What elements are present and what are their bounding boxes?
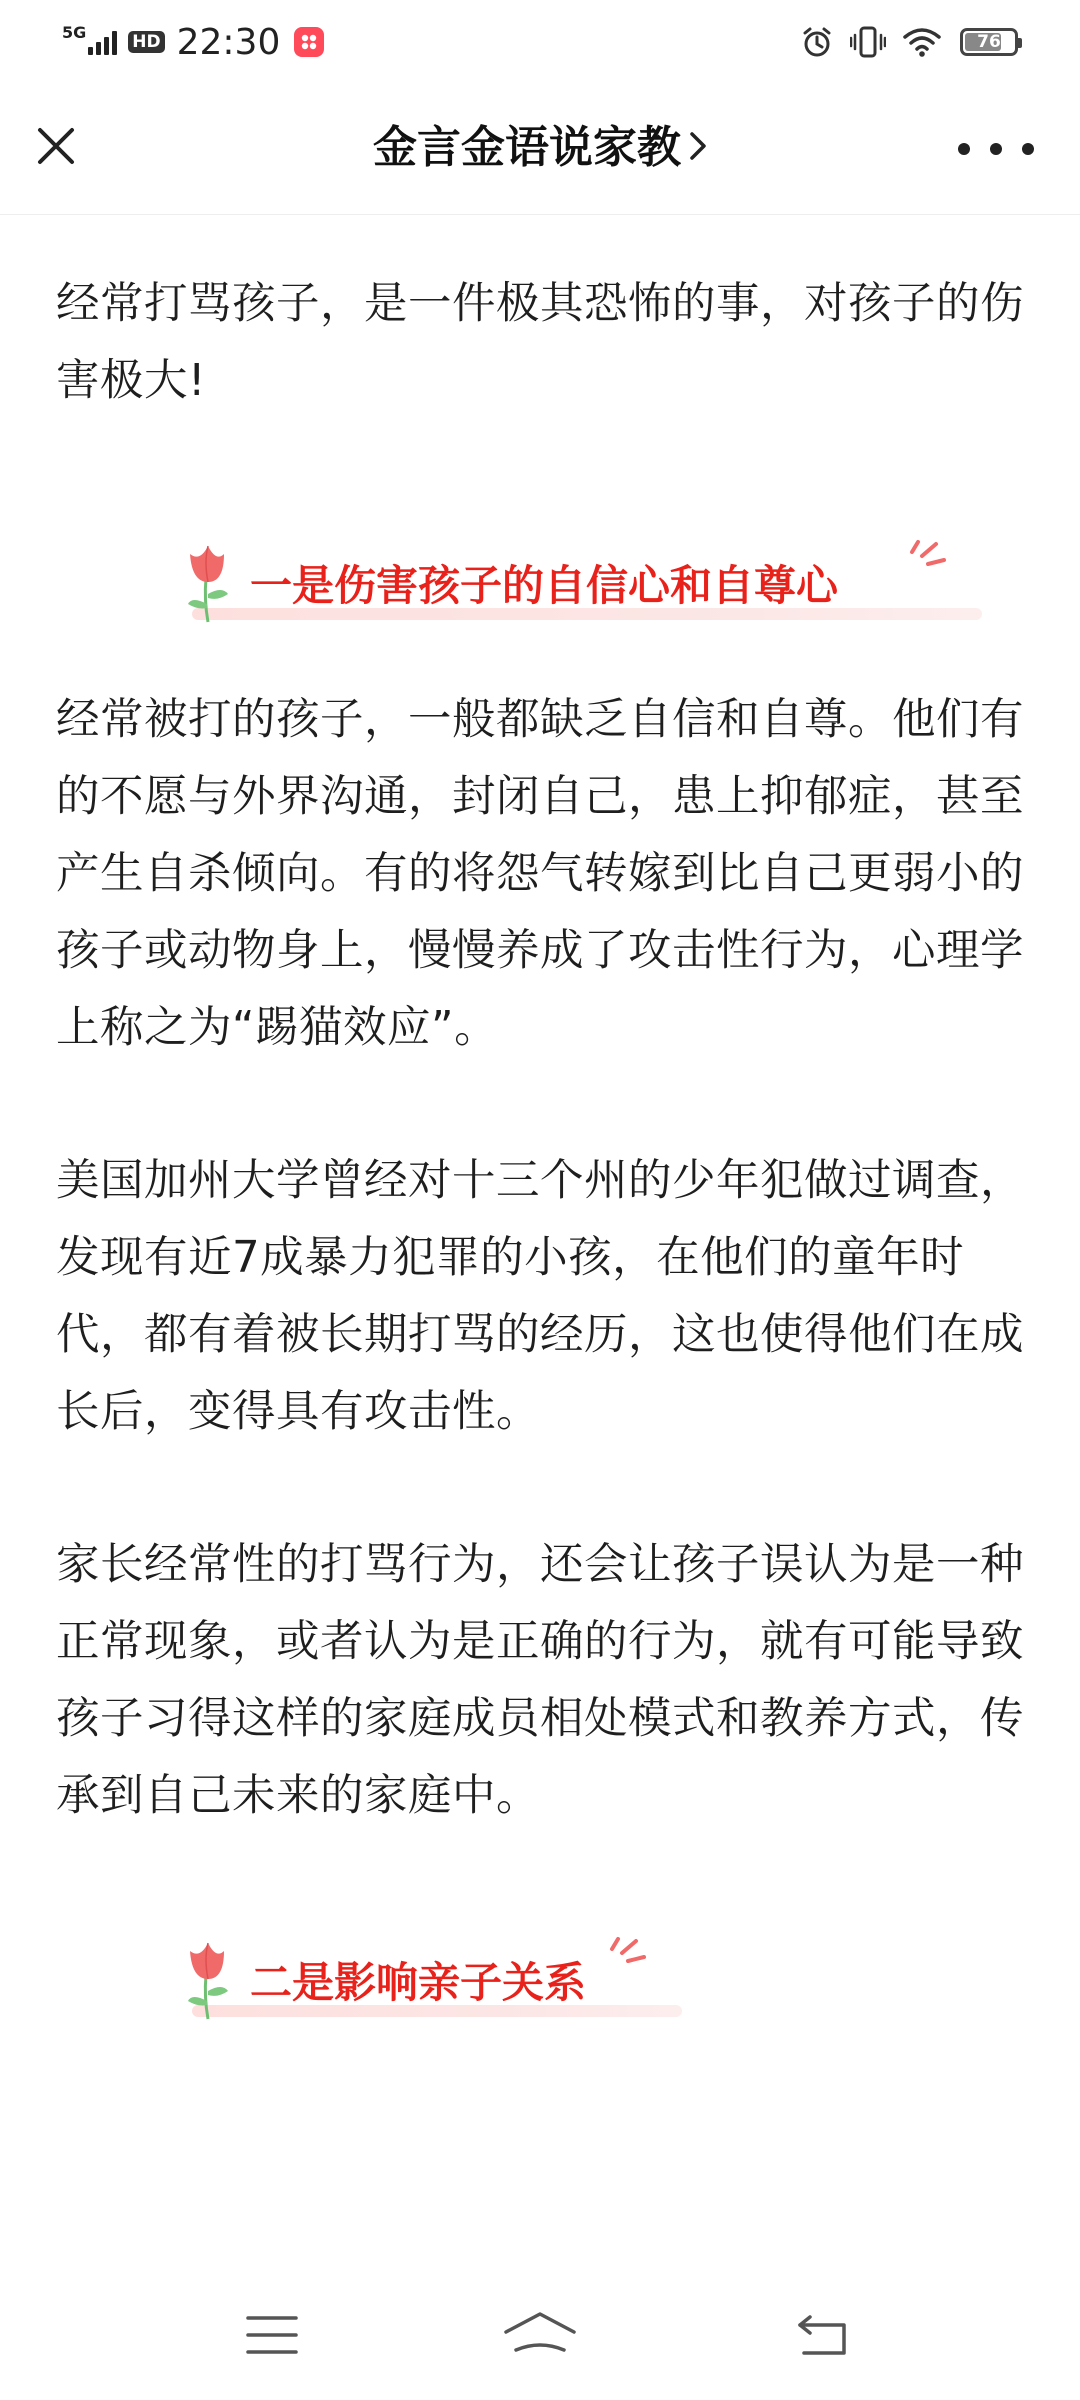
paragraph: 经常被打的孩子，一般都缺乏自信和自尊。他们有的不愿与外界沟通，封闭自己，患上抑郁症，甚至产生自杀倾向。有的将怨气转嫁到比自己更弱小的孩子或动物身上，慢慢养成了攻击性行为，心理学上称之为“踢猫效应”。 [56,695,1024,1053]
home-icon [502,2310,578,2360]
battery-level: 76 [977,32,1001,52]
battery-icon [960,28,1018,56]
account-title: 金言金语说家教 [373,122,681,173]
sparkle-icon [904,530,950,570]
system-navigation-bar [0,2290,1080,2400]
status-right [784,22,1018,62]
wifi-icon [902,26,942,58]
tulip-icon [178,538,238,624]
article-body [56,266,1026,2027]
section-heading-text: 一是伤害孩子的自信心和自尊心 [250,561,839,610]
network-type: 5G [62,22,87,42]
section-heading-2 [116,1927,1026,2027]
status-left [62,18,324,66]
chevron-right-icon [689,119,707,175]
signal-icon [88,29,120,55]
clock: 22:30 [176,21,281,63]
more-dot [958,143,970,155]
tulip-icon [178,1935,238,2021]
section-heading-text: 二是影响亲子关系 [250,1958,587,2007]
more-options-button[interactable] [958,134,1034,164]
menu-icon [245,2313,299,2357]
back-icon [796,2313,852,2357]
hd-badge: HD [128,31,164,53]
vibrate-icon [850,25,886,59]
more-dot [990,143,1002,155]
top-nav-bar [0,84,1080,215]
alarm-icon [800,25,834,59]
home-button[interactable] [490,2300,590,2370]
status-bar [0,0,1080,84]
recent-apps-button[interactable] [222,2300,322,2370]
paragraph: 家长经常性的打骂行为，还会让孩子误认为是一种正常现象，或者认为是正确的行为，就有可能导致孩子习得这样的家庭成员相处模式和教养方式，传承到自己未来的家庭中。 [56,1540,1024,1821]
account-title-link[interactable] [0,120,1080,178]
paragraph: 美国加州大学曾经对十三个州的少年犯做过调查，发现有近7成暴力犯罪的小孩，在他们的童年时代，都有着被长期打骂的经历，这也使得他们在成长后，变得具有攻击性。 [56,1156,1024,1437]
sparkle-icon [604,1927,650,1967]
more-dot [1022,143,1034,155]
back-button[interactable] [774,2300,874,2370]
app-notification-icon [294,27,324,57]
intro-paragraph: 经常打骂孩子，是一件极其恐怖的事，对孩子的伤害极大! [56,279,1024,406]
section-heading-1 [116,530,1026,630]
